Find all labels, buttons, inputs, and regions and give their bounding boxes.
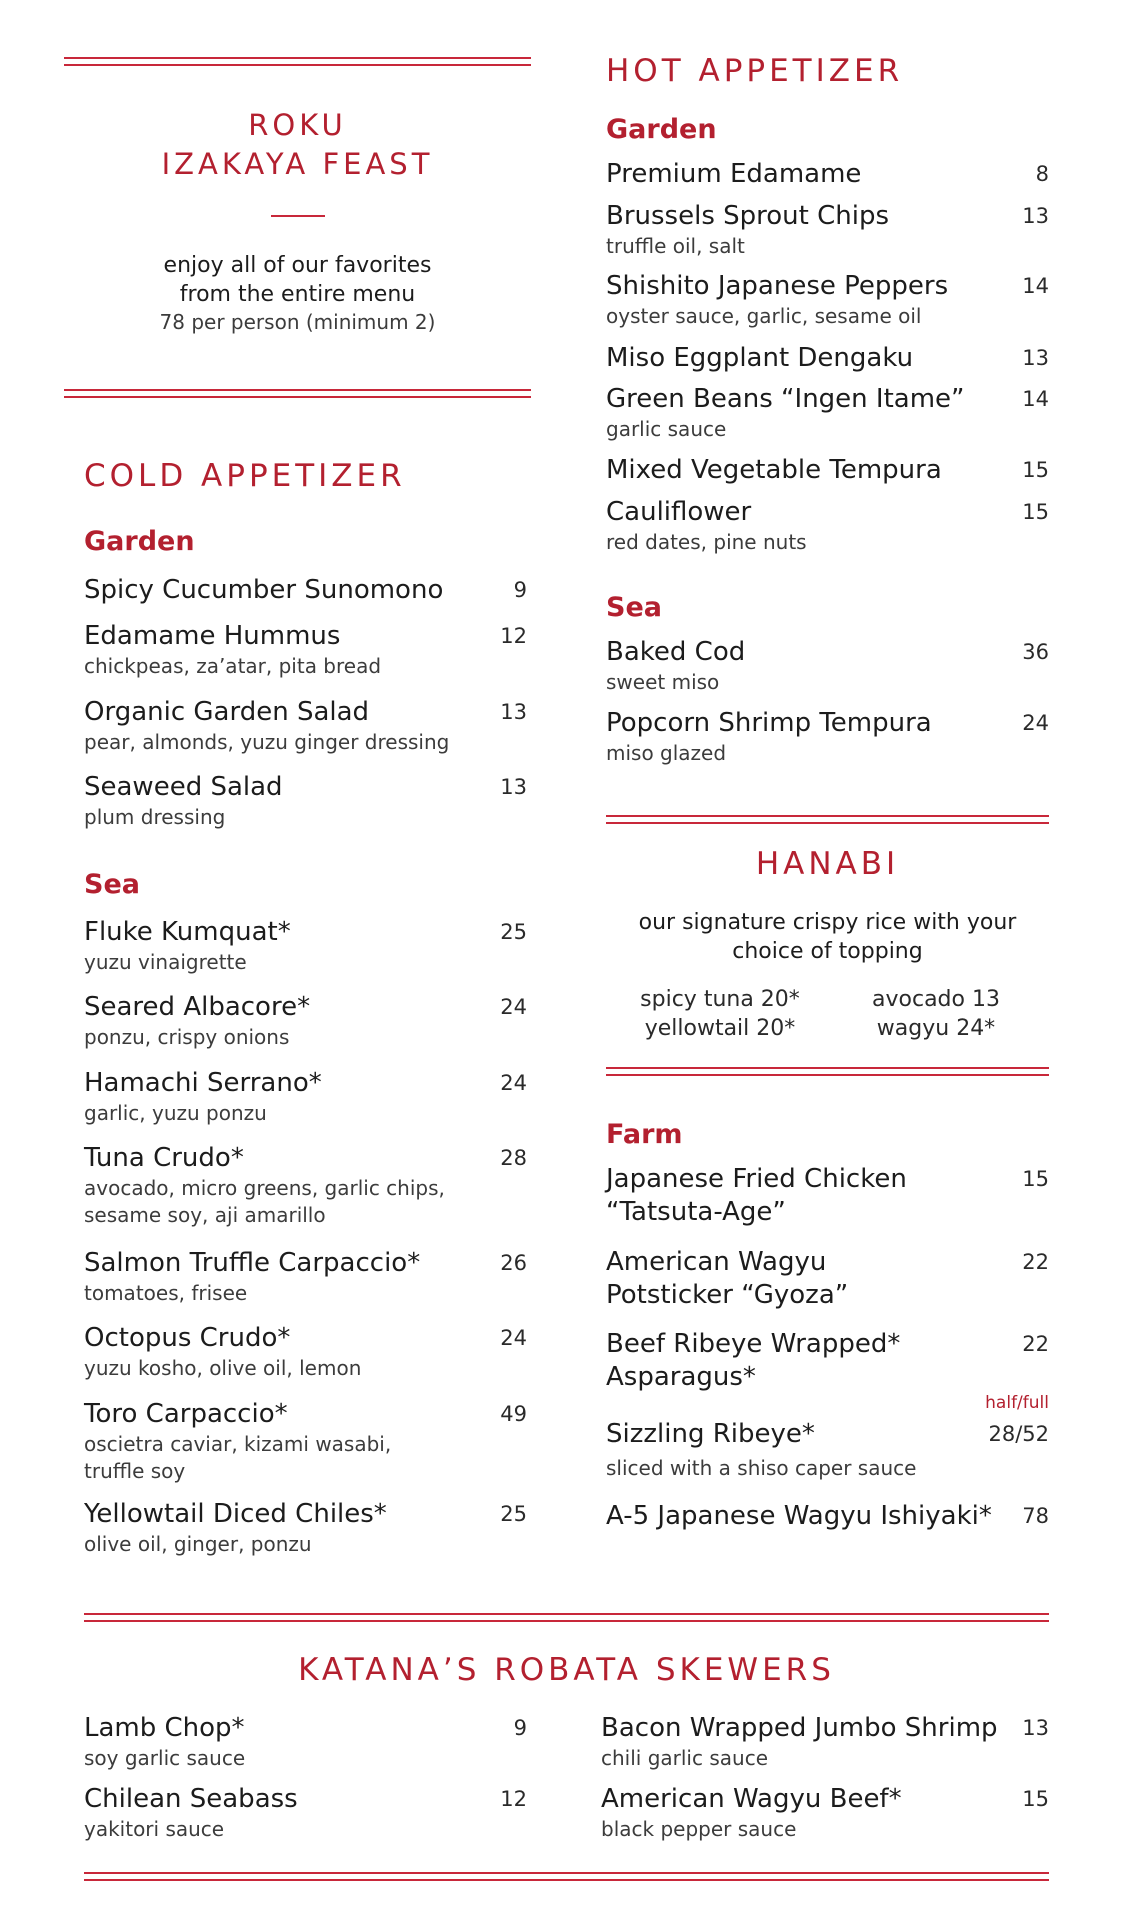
- skewers-bottom-rule: [84, 1872, 1049, 1881]
- item-name: American Wagyu Beef*: [601, 1784, 902, 1814]
- item-price: 28/52: [988, 1422, 1049, 1446]
- menu-item: [606, 1418, 1049, 1482]
- menu-item: [84, 916, 527, 976]
- menu-item: [84, 1712, 527, 1772]
- item-name: Popcorn Shrimp Tempura: [606, 708, 932, 738]
- item-price: 15: [1022, 500, 1049, 524]
- item-name: Hamachi Serrano*: [84, 1068, 322, 1098]
- feast-title-line1: ROKU: [248, 108, 347, 142]
- item-price: 12: [500, 624, 527, 648]
- item-price: 14: [1022, 274, 1049, 298]
- item-price: 25: [500, 920, 527, 944]
- item-description: soy garlic sauce: [84, 1746, 246, 1770]
- item-description: miso glazed: [606, 741, 727, 765]
- hanabi-text-line2: choice of topping: [732, 939, 923, 964]
- item-name: Baked Cod: [606, 637, 746, 667]
- item-name: Beef Ribeye Wrapped*: [606, 1329, 901, 1359]
- item-name: Fluke Kumquat*: [84, 917, 291, 947]
- item-price: 13: [1022, 1716, 1049, 1740]
- hot-garden-label: Garden: [606, 114, 717, 145]
- menu-item: [606, 707, 1049, 767]
- item-name-line2: “Tatsuta-Age”: [606, 1197, 786, 1227]
- item-name: Cauliflower: [606, 497, 752, 527]
- item-price: 9: [513, 578, 527, 602]
- item-name: Premium Edamame: [606, 159, 862, 189]
- feast-top-rule: [64, 57, 531, 66]
- item-price: 15: [1022, 1787, 1049, 1811]
- menu-item: [606, 636, 1049, 696]
- cold-appetizer-heading: COLD APPETIZER: [84, 458, 406, 494]
- menu-item: [601, 1712, 1049, 1772]
- item-name: Toro Carpaccio*: [84, 1399, 288, 1429]
- item-name: Mixed Vegetable Tempura: [606, 455, 942, 485]
- item-name: Edamame Hummus: [84, 621, 341, 651]
- item-description: oscietra caviar, kizami wasabi,: [84, 1432, 392, 1456]
- hot-sea-label: Sea: [606, 592, 662, 623]
- item-name-line2: Potsticker “Gyoza”: [606, 1280, 849, 1310]
- item-price: 13: [500, 775, 527, 799]
- menu-item: [84, 1498, 527, 1558]
- item-price: 13: [1022, 204, 1049, 228]
- menu-item: [606, 1163, 1049, 1229]
- item-description: red dates, pine nuts: [606, 530, 807, 554]
- item-name: Salmon Truffle Carpaccio*: [84, 1248, 421, 1278]
- menu-item: [606, 1500, 1049, 1533]
- item-price: 24: [500, 1326, 527, 1350]
- item-price: 49: [500, 1402, 527, 1426]
- skewers-top-rule: [84, 1613, 1049, 1622]
- menu-item: [606, 1246, 1049, 1312]
- item-price: 13: [1022, 346, 1049, 370]
- skewers-heading: KATANA’S ROBATA SKEWERS: [298, 1652, 835, 1688]
- menu-item: [606, 496, 1049, 556]
- menu-item: [606, 270, 1049, 330]
- menu-item: [84, 1783, 527, 1843]
- item-price: 22: [1022, 1332, 1049, 1356]
- item-name: Japanese Fried Chicken: [606, 1164, 907, 1194]
- item-name: Yellowtail Diced Chiles*: [84, 1499, 387, 1529]
- item-description: yuzu vinaigrette: [84, 950, 247, 974]
- menu-item: [84, 1247, 527, 1307]
- menu-item: [84, 1398, 527, 1485]
- menu-item: [606, 158, 1049, 191]
- item-description: yuzu kosho, olive oil, lemon: [84, 1356, 362, 1380]
- item-description: plum dressing: [84, 805, 226, 829]
- feast-title-line2: IZAKAYA FEAST: [161, 147, 434, 181]
- item-description-line2: sesame soy, aji amarillo: [84, 1203, 326, 1227]
- item-description: olive oil, ginger, ponzu: [84, 1532, 312, 1556]
- item-description: truffle oil, salt: [606, 234, 745, 258]
- item-price: 13: [500, 700, 527, 724]
- feast-bottom-rule: [64, 389, 531, 398]
- item-price: 28: [500, 1146, 527, 1170]
- item-name: Spicy Cucumber Sunomono: [84, 575, 444, 605]
- menu-item: [84, 1322, 527, 1382]
- cold-sea-label: Sea: [84, 869, 140, 900]
- menu-item: [84, 1067, 527, 1127]
- item-price: 8: [1035, 162, 1049, 186]
- item-price: 9: [513, 1716, 527, 1740]
- menu-item: [601, 1783, 1049, 1843]
- hanabi-bottom-rule: [606, 1067, 1049, 1076]
- price-size-note: half/full: [985, 1393, 1049, 1413]
- menu-item: [84, 696, 527, 756]
- hanabi-option: avocado 13: [872, 987, 1000, 1012]
- item-name: Bacon Wrapped Jumbo Shrimp: [601, 1713, 998, 1743]
- item-price: 36: [1022, 640, 1049, 664]
- item-price: 15: [1022, 458, 1049, 482]
- item-price: 24: [500, 1071, 527, 1095]
- item-name: Miso Eggplant Dengaku: [606, 343, 914, 373]
- item-name: A-5 Japanese Wagyu Ishiyaki*: [606, 1501, 992, 1531]
- hanabi-option: yellowtail 20*: [644, 1016, 796, 1041]
- item-description: chickpeas, za’atar, pita bread: [84, 654, 382, 678]
- menu-item: [84, 574, 527, 607]
- menu-item: [606, 383, 1049, 443]
- item-description-line2: truffle soy: [84, 1459, 186, 1483]
- item-price: 78: [1022, 1504, 1049, 1528]
- item-description: sliced with a shiso caper sauce: [606, 1456, 917, 1480]
- item-description: avocado, micro greens, garlic chips,: [84, 1176, 445, 1200]
- feast-text-line1: enjoy all of our favorites: [163, 253, 432, 278]
- menu-item: [84, 620, 527, 680]
- hanabi-option: wagyu 24*: [876, 1016, 996, 1041]
- item-description: pear, almonds, yuzu ginger dressing: [84, 730, 450, 754]
- item-description: garlic, yuzu ponzu: [84, 1101, 267, 1125]
- hanabi-text-line1: our signature crispy rice with your: [638, 910, 1017, 935]
- menu-item: [606, 342, 1049, 375]
- hanabi-heading: HANABI: [755, 846, 900, 882]
- menu-item: [606, 200, 1049, 260]
- hanabi-option: spicy tuna 20*: [640, 987, 800, 1012]
- item-description: yakitori sauce: [84, 1817, 225, 1841]
- item-description: sweet miso: [606, 670, 720, 694]
- item-name: Octopus Crudo*: [84, 1323, 291, 1353]
- item-description: ponzu, crispy onions: [84, 1025, 290, 1049]
- item-description: garlic sauce: [606, 417, 727, 441]
- item-price: 22: [1022, 1250, 1049, 1274]
- feast-text-line2: from the entire menu: [179, 282, 416, 307]
- item-description: chili garlic sauce: [601, 1746, 768, 1770]
- item-price: 26: [500, 1251, 527, 1275]
- item-name: Seared Albacore*: [84, 992, 311, 1022]
- item-name-line2: Asparagus*: [606, 1362, 756, 1392]
- item-name: Seaweed Salad: [84, 772, 283, 802]
- menu-item: [84, 991, 527, 1051]
- item-name: Chilean Seabass: [84, 1784, 298, 1814]
- item-price: 25: [500, 1502, 527, 1526]
- cold-garden-label: Garden: [84, 526, 195, 557]
- item-price: 12: [500, 1787, 527, 1811]
- item-name: Green Beans “Ingen Itame”: [606, 384, 965, 414]
- hanabi-description: [606, 908, 1049, 966]
- item-name: Lamb Chop*: [84, 1713, 245, 1743]
- item-description: tomatoes, frisee: [84, 1281, 248, 1305]
- item-price: 24: [1022, 711, 1049, 735]
- item-name: Organic Garden Salad: [84, 697, 370, 727]
- menu-item: [606, 454, 1049, 487]
- item-name: Brussels Sprout Chips: [606, 201, 890, 231]
- item-description: black pepper sauce: [601, 1817, 797, 1841]
- farm-label: Farm: [606, 1119, 683, 1150]
- feast-box: [64, 106, 531, 336]
- item-price: 24: [500, 995, 527, 1019]
- item-name: American Wagyu: [606, 1247, 827, 1277]
- item-name: Shishito Japanese Peppers: [606, 271, 949, 301]
- menu-item: [606, 1328, 1049, 1394]
- item-price: 15: [1022, 1167, 1049, 1191]
- item-description: oyster sauce, garlic, sesame oil: [606, 304, 922, 328]
- hanabi-top-rule: [606, 815, 1049, 824]
- menu-item: [84, 1142, 527, 1229]
- menu-item: [84, 771, 527, 831]
- feast-price-note: 78 per person (minimum 2): [159, 310, 436, 334]
- item-name: Sizzling Ribeye*: [606, 1419, 815, 1449]
- item-name: Tuna Crudo*: [84, 1143, 244, 1173]
- hot-appetizer-heading: HOT APPETIZER: [606, 53, 904, 89]
- item-price: 14: [1022, 387, 1049, 411]
